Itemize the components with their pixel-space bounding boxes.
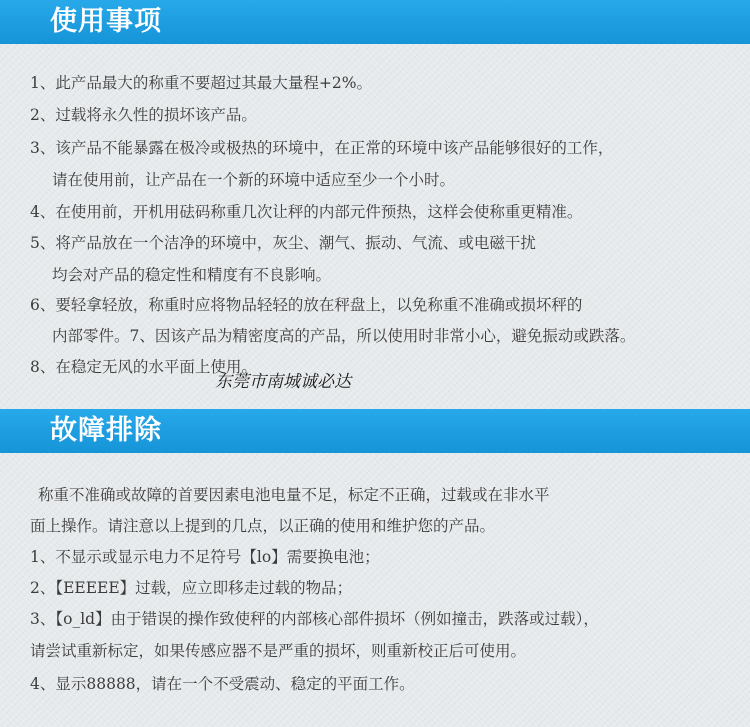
usage-item-1: 1、此产品最大的称重不要超过其最大量程+2%。 xyxy=(30,74,372,92)
troubleshooting-section-title: 故障排除 xyxy=(50,415,162,446)
usage-item-3: 3、该产品不能暴露在极冷或极热的环境中，在正常的环境中该产品能够很好的工作， xyxy=(30,139,614,157)
usage-item-3-continued: 请在使用前，让产品在一个新的环境中适应至少一个小时。 xyxy=(52,171,456,189)
usage-item-8: 8、在稳定无风的水平面上使用。 xyxy=(30,358,257,376)
troubleshooting-intro-continued: 面上操作。请注意以上提到的几点，以正确的使用和维护您的产品。 xyxy=(30,517,496,535)
usage-item-6-7: 内部零件。7、因该产品为精密度高的产品，所以使用时非常小心，避免振动或跌落。 xyxy=(52,327,636,345)
troubleshooting-item-4: 4、显示88888，请在一个不受震动、稳定的平面工作。 xyxy=(30,675,415,693)
usage-item-5-continued: 均会对产品的稳定性和精度有不良影响。 xyxy=(52,266,332,284)
usage-item-4: 4、在使用前，开机用砝码称重几次让秤的内部元件预热，这样会使称重更精准。 xyxy=(30,203,583,221)
troubleshooting-item-2: 2、【EEEEE】过载，应立即移走过载的物品； xyxy=(30,579,353,597)
usage-section-title: 使用事项 xyxy=(50,6,162,37)
usage-section-header xyxy=(0,0,750,44)
watermark-text: 东莞市南城诚必达 xyxy=(215,372,351,391)
usage-item-5: 5、将产品放在一个洁净的环境中，灰尘、潮气、振动、气流、或电磁干扰 xyxy=(30,234,536,252)
troubleshooting-item-3-continued: 请尝试重新标定，如果传感应器不是严重的损坏，则重新校正后可使用。 xyxy=(30,642,527,660)
troubleshooting-intro: 称重不准确或故障的首要因素电池电量不足，标定不正确，过载或在非水平 xyxy=(38,486,550,504)
usage-item-6: 6、要轻拿轻放，称重时应将物品轻轻的放在秤盘上，以免称重不准确或损坏秤的 xyxy=(30,296,583,314)
usage-item-2: 2、过载将永久性的损坏该产品。 xyxy=(30,106,257,124)
troubleshooting-section-header xyxy=(0,409,750,453)
troubleshooting-item-1: 1、不显示或显示电力不足符号【lo】需要换电池； xyxy=(30,548,380,566)
troubleshooting-item-3: 3、【o_ld】由于错误的操作致使秤的内部核心部件损坏（例如撞击，跌落或过载）， xyxy=(30,610,599,628)
